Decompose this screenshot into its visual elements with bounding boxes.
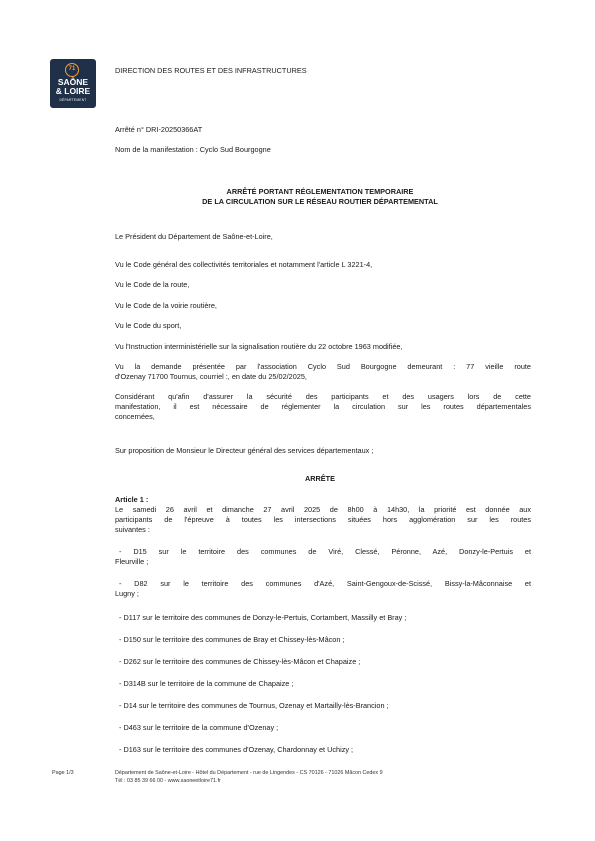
route-d15-line1: - D15 sur le territoire des communes de Viré, Clessé, Péronne, Azé, Donzy-le-Pertuis et [119,547,531,556]
considerant-line2: manifestation, il est nécessaire de réglementer la circulation sur les routes départementales [115,402,531,411]
article1-line2: participants de l'épreuve à toutes les intersections situées hors agglomération sur les routes [115,515,531,524]
considerant-line3: concernées, [115,412,155,421]
footer-contact: Tél : 03 85 39 66 00 - www.saoneetloire71.fr [115,778,221,784]
proposition-line: Sur proposition de Monsieur le Directeur général des services départementaux ; [115,446,374,455]
vu-code-voirie: Vu le Code de la voirie routière, [115,301,217,310]
manifestation-name: Nom de la manifestation : Cyclo Sud Bourgogne [115,145,271,154]
route-d150: - D150 sur le territoire des communes de Bray et Chissey-lès-Mâcon ; [119,635,345,644]
arrete-heading: ARRÊTE [305,474,335,483]
route-d82-line1: - D82 sur le territoire des communes d'Azé, Saint-Gengoux-de-Scissé, Bissy-la-Mâconnaise et [119,579,531,588]
logo-line2: & LOIRE [55,86,91,96]
vu-cgct: Vu le Code général des collectivités territoriales et notamment l'article L 3221-4, [115,260,373,269]
route-d262: - D262 sur le territoire des communes de Chissey-lès-Mâcon et Chapaize ; [119,657,361,666]
arrete-number: Arrêté n° DRI-20250366AT [115,125,203,134]
vu-demande-line2: d'Ozenay 71700 Tournus, courriel :, en date du 25/02/2025, [115,372,307,381]
article1-title: Article 1 : [115,495,149,504]
article1-line1: Le samedi 26 avril et dimanche 27 avril 2025 de 8h00 à 14h30, la priorité est donnée aux [115,505,531,514]
logo-line3: DÉPARTEMENT [59,98,87,102]
vu-demande-line1: Vu la demande présentée par l'association Cyclo Sud Bourgogne demeurant : 77 vieille route [115,362,531,371]
vu-instruction: Vu l'Instruction interministérielle sur la signalisation routière du 22 octobre 1963 modifiée, [115,342,403,351]
route-d463: - D463 sur le territoire de la commune d'Ozenay ; [119,723,279,732]
page-number: Page 1/3 [52,770,74,776]
president-line: Le Président du Département de Saône-et-Loire, [115,232,273,241]
route-d82-line2: Lugny ; [115,589,139,598]
vu-code-sport: Vu le Code du sport, [115,321,182,330]
route-d14: - D14 sur le territoire des communes de Tournus, Ozenay et Martailly-lès-Brancion ; [119,701,389,710]
department-logo [50,59,96,108]
route-d15-line2: Fleurville ; [115,557,149,566]
logo-badge: 71 [68,66,76,72]
title-line1: ARRÊTÉ PORTANT RÉGLEMENTATION TEMPORAIRE [226,187,414,196]
article1-line3: suivantes : [115,525,150,534]
route-d117: - D117 sur le territoire des communes de Donzy-le-Pertuis, Cortambert, Massilly et Bray ; [119,613,407,622]
title-line2: DE LA CIRCULATION SUR LE RÉSEAU ROUTIER DÉPARTEMENTAL [202,197,438,206]
direction-heading: DIRECTION DES ROUTES ET DES INFRASTRUCTURES [115,66,307,75]
footer-address: Département de Saône-et-Loire - Hôtel du Département - rue de Lingendes - CS 70126 - 71026 Mâcon Cedex 9 [115,770,383,776]
considerant-line1: Considérant qu'afin d'assurer la sécurité des participants et des usagers lors de cette [115,392,531,401]
logo-line1: SAÔNE [57,77,89,87]
vu-code-route: Vu le Code de la route, [115,280,190,289]
route-d163: - D163 sur le territoire des communes d'Ozenay, Chardonnay et Uchizy ; [119,745,354,754]
route-d314b: - D314B sur le territoire de la commune de Chapaize ; [119,679,294,688]
